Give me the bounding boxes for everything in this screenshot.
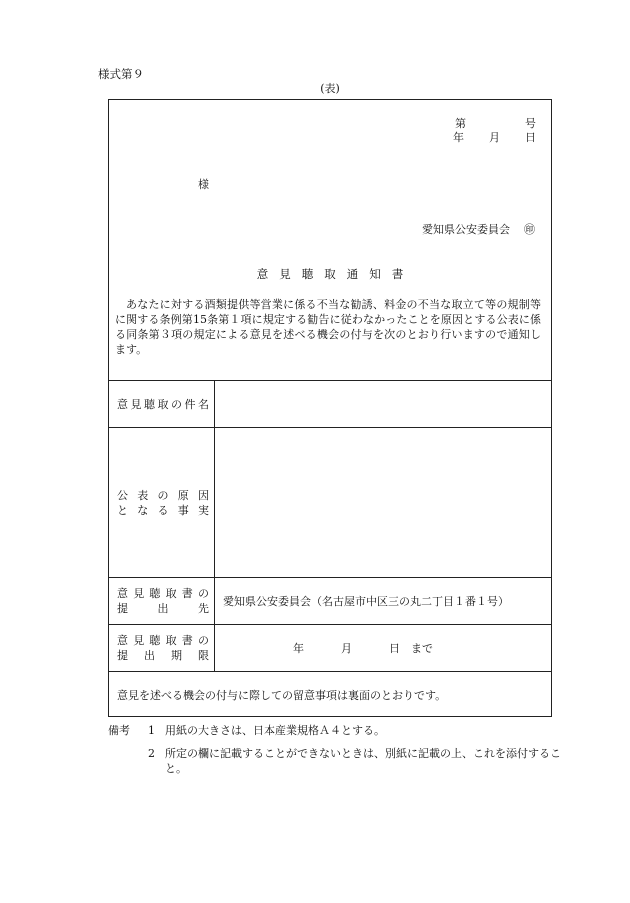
row-deadline bbox=[109, 624, 551, 671]
remarks-heading: 備考 bbox=[108, 724, 130, 737]
label-char: 書 bbox=[181, 587, 193, 600]
deadline-value bbox=[215, 625, 551, 671]
label-char: 提 bbox=[117, 649, 128, 662]
date-month: 月 bbox=[489, 131, 500, 144]
label-char: 原 bbox=[177, 488, 189, 502]
label-char: 取 bbox=[165, 587, 177, 600]
date-line bbox=[453, 129, 535, 145]
label-char: 見 bbox=[133, 634, 145, 647]
label-char: 出 bbox=[144, 649, 155, 662]
label-char: 表 bbox=[137, 488, 149, 502]
label-char: 取 bbox=[165, 634, 177, 647]
row-case-name bbox=[109, 380, 551, 427]
row-facts bbox=[109, 427, 551, 577]
submit-to-label-line1 bbox=[117, 586, 209, 601]
body-text: あなたに対する酒類提供等営業に係る不当な勧誘、料金の不当な取立て等の規制等に関する条例第15条第１項に規定する勧告に従わなかったことを原因とする公表に係る同条第３項の規定による意見を述べる機会の付与を次のとおり行いますので通知します。 bbox=[115, 298, 541, 356]
number-prefix: 第 bbox=[455, 117, 466, 130]
submit-to-label bbox=[109, 578, 215, 624]
deadline-label-line1 bbox=[117, 633, 209, 648]
deadline-fields bbox=[223, 640, 433, 656]
facts-value bbox=[215, 428, 551, 577]
remark-item bbox=[148, 746, 572, 776]
label-char: 提 bbox=[117, 602, 128, 615]
label-char: な bbox=[137, 503, 149, 517]
sender-name: 愛知県公安委員会 bbox=[422, 223, 510, 236]
form-number: 様式第９ bbox=[98, 67, 144, 81]
label-char: 意 bbox=[117, 587, 128, 600]
number-suffix: 号 bbox=[525, 117, 536, 130]
case-name-value bbox=[215, 381, 551, 427]
label-char: 意 bbox=[117, 634, 128, 647]
deadline-label-line2 bbox=[117, 648, 209, 663]
label-char: の bbox=[157, 488, 169, 502]
form-box bbox=[108, 99, 552, 717]
deadline-year: 年 bbox=[293, 642, 304, 655]
label-char: と bbox=[117, 503, 128, 517]
footer-note: 意見を述べる機会の付与に際しての留意事項は裏面のとおりです。 bbox=[117, 688, 447, 702]
remark-item bbox=[148, 723, 572, 738]
deadline-month: 月 bbox=[341, 642, 352, 655]
label-char: 限 bbox=[198, 649, 209, 662]
label-char: 見 bbox=[133, 587, 145, 600]
deadline-label bbox=[109, 625, 215, 671]
remark-text: 所定の欄に記載することができないときは、別紙に記載の上、これを添付すること。 bbox=[165, 747, 561, 775]
deadline-until: まで bbox=[411, 642, 433, 655]
label-char: 因 bbox=[198, 488, 209, 502]
date-day: 日 bbox=[525, 131, 536, 144]
remark-number: 2 bbox=[148, 747, 155, 760]
remark-text: 用紙の大きさは、日本産業規格Ａ４とする。 bbox=[165, 724, 385, 737]
label-char: の bbox=[197, 587, 209, 600]
label-char: 聴 bbox=[149, 587, 161, 600]
date-year: 年 bbox=[453, 131, 464, 144]
row-submit-to bbox=[109, 577, 551, 624]
case-name-label: 意見聴取の件名 bbox=[109, 381, 215, 427]
label-char: 先 bbox=[198, 602, 209, 615]
deadline-day: 日 bbox=[389, 642, 400, 655]
facts-label-line2 bbox=[117, 503, 209, 518]
label-char: 期 bbox=[171, 649, 182, 662]
facts-label bbox=[109, 428, 215, 577]
label-char: 公 bbox=[117, 488, 128, 502]
submit-to-value: 愛知県公安委員会（名古屋市中区三の丸二丁目１番１号） bbox=[223, 595, 509, 608]
addressee: 様 bbox=[198, 178, 209, 191]
row-footer-note bbox=[109, 671, 551, 717]
document-title: 意見聴取通知書 bbox=[256, 267, 415, 281]
side-label: (表) bbox=[320, 82, 340, 95]
label-char: 出 bbox=[157, 602, 169, 615]
label-char: 実 bbox=[198, 503, 209, 517]
remark-number: 1 bbox=[148, 724, 155, 737]
label-char: の bbox=[197, 634, 209, 647]
sender bbox=[422, 221, 535, 237]
label-char: 聴 bbox=[149, 634, 161, 647]
label-char: る bbox=[157, 503, 169, 517]
facts-label-line1 bbox=[117, 488, 209, 503]
submit-to-label-line2 bbox=[117, 601, 209, 616]
label-char: 事 bbox=[177, 503, 189, 517]
seal-mark: ㊞ bbox=[524, 223, 535, 236]
label-char: 書 bbox=[181, 634, 193, 647]
